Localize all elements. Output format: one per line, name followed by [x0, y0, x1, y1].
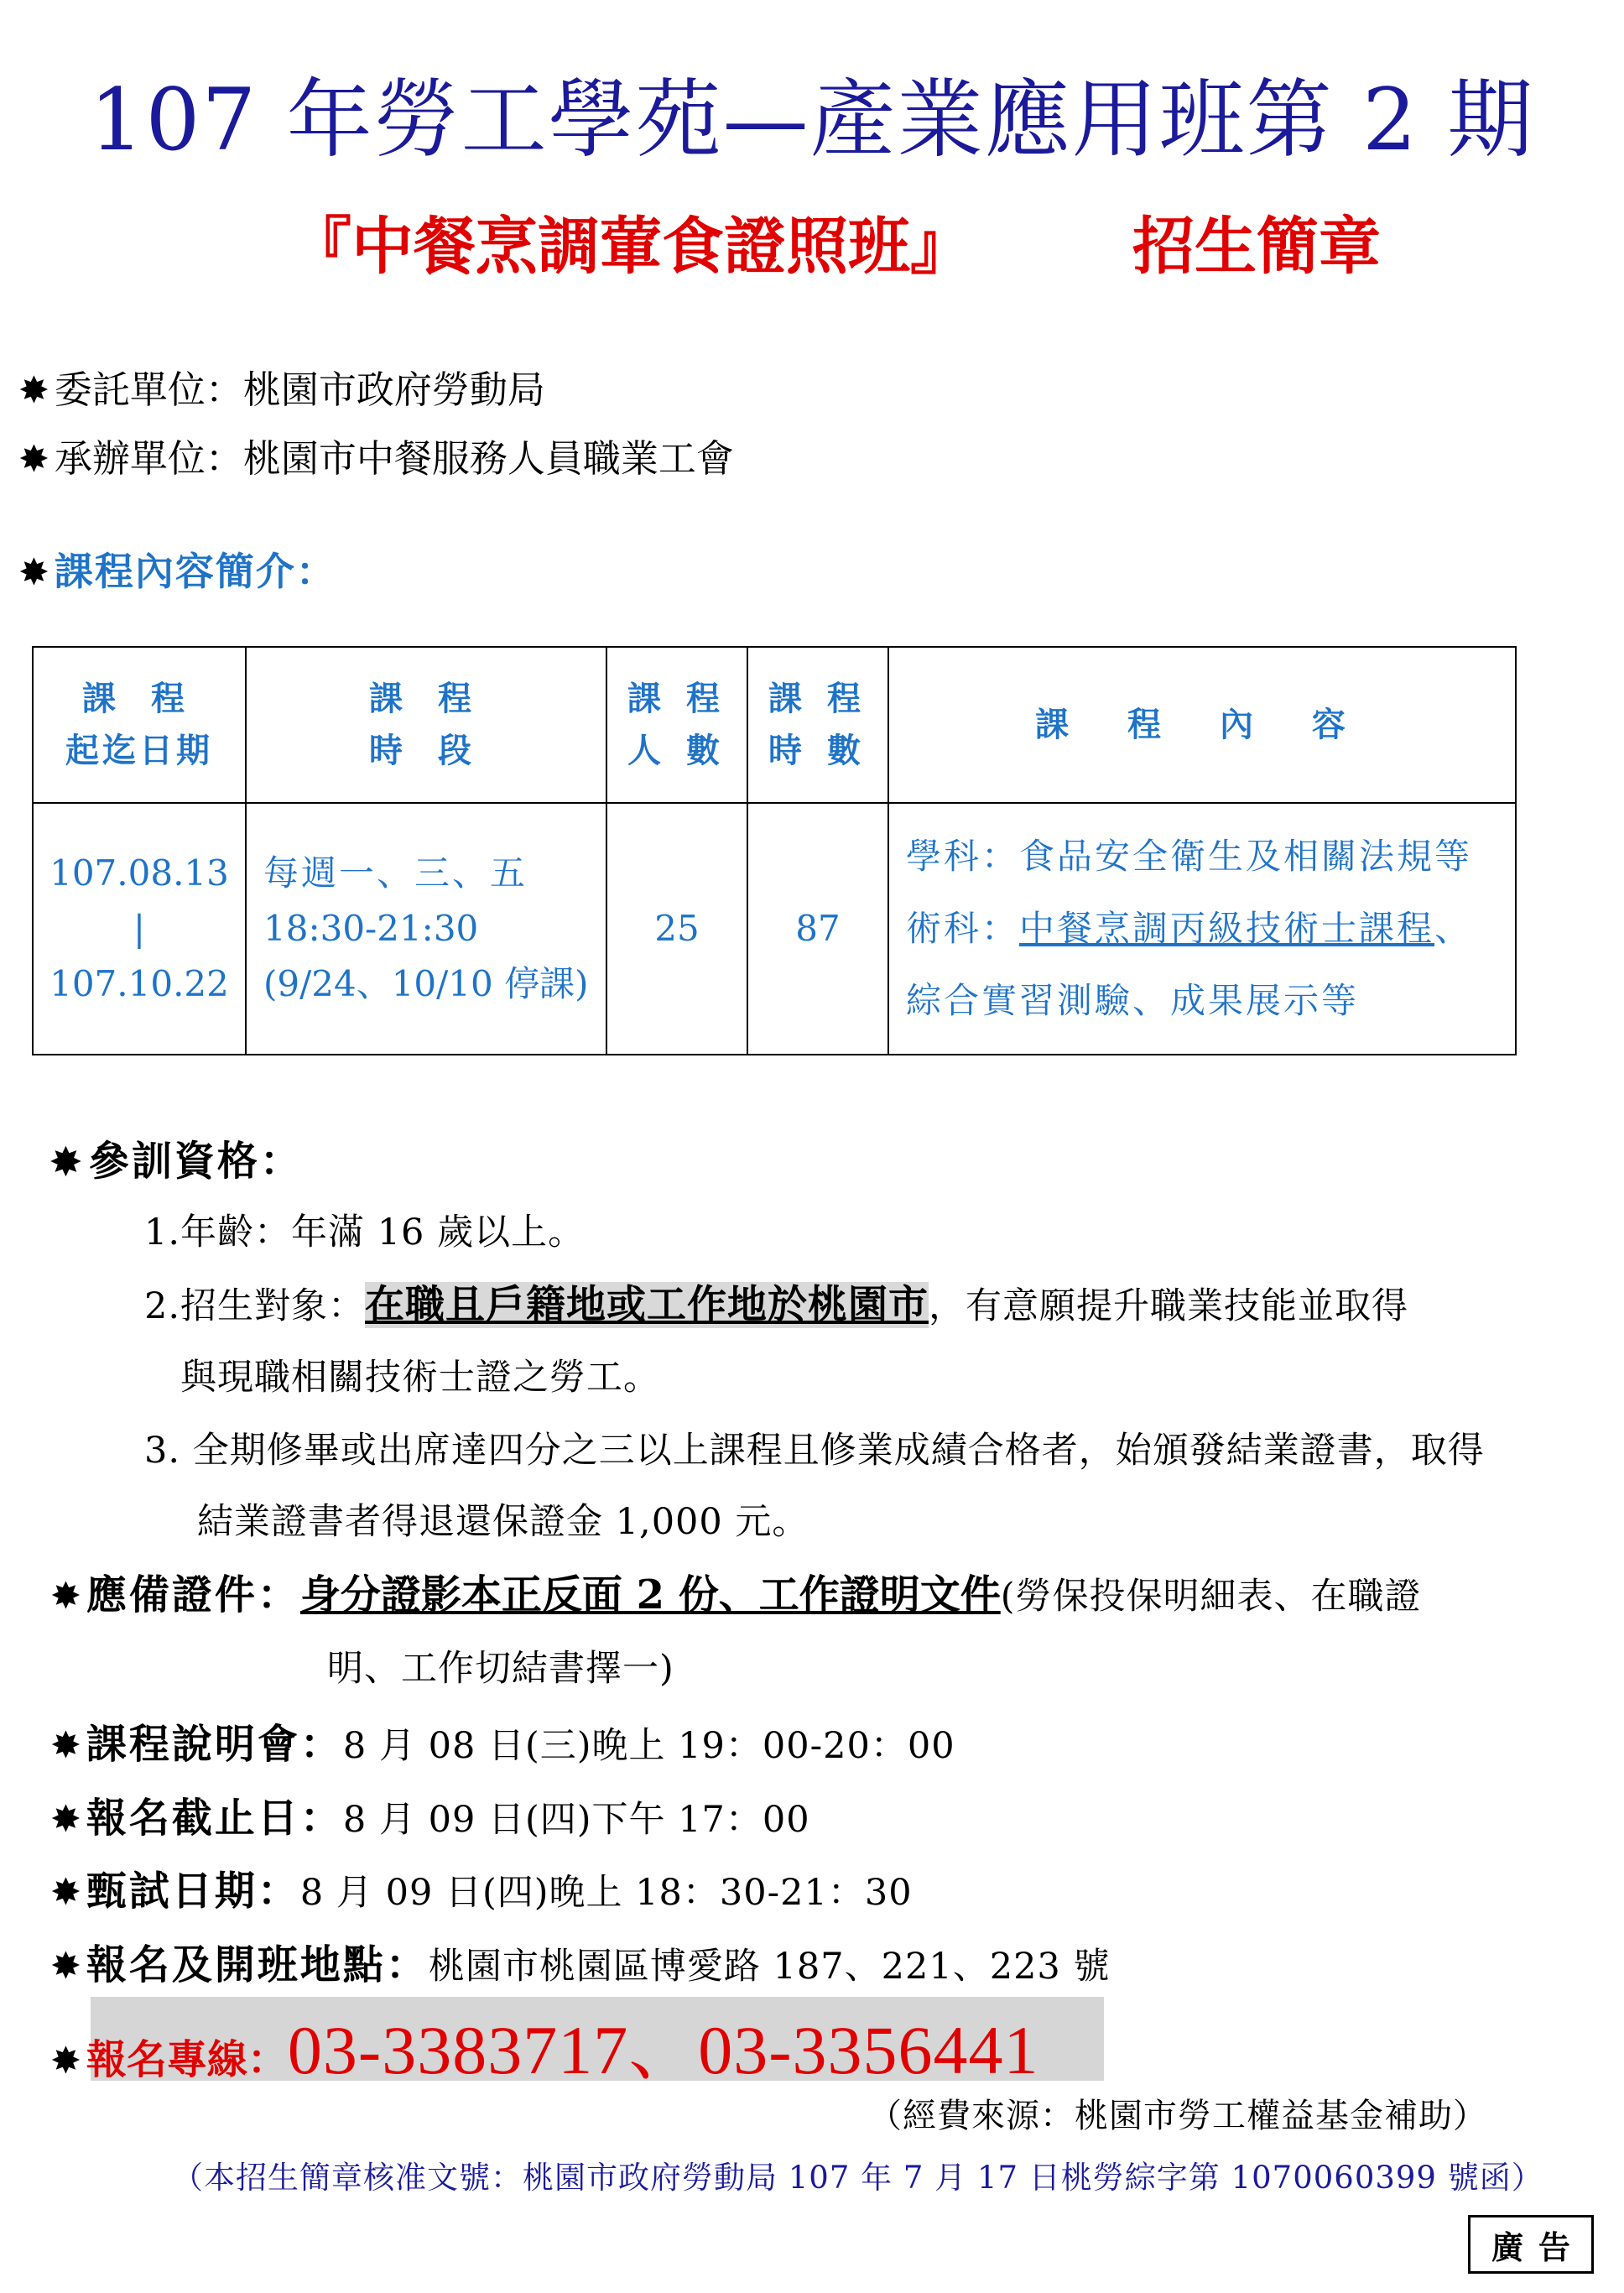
header-hours: 課 程 時 數 [747, 647, 888, 803]
course-table [32, 646, 1517, 1055]
eight-point-star-icon: ✸ [50, 1141, 84, 1184]
eight-point-star-icon: ✸ [50, 1575, 81, 1618]
cell-dates: 107.08.13 | 107.10.22 [33, 803, 246, 1055]
hotline-numbers: 03-3383717、03-3356441 [287, 2012, 1039, 2088]
cell-content: 學科：食品安全衛生及相關法規等 術科：中餐烹調丙級技術士課程、 綜合實習測驗、成果展示等 [888, 803, 1516, 1055]
info-session: ✸ 課程說明會：8 月 08 日(三)晚上 19：00-20：00 [50, 1721, 955, 1768]
table-row [33, 803, 1516, 1055]
header-people: 課 程 人 數 [606, 647, 747, 803]
eight-point-star-icon: ✸ [18, 551, 49, 594]
registration-deadline: ✸ 報名截止日：8 月 09 日(四)下午 17：00 [50, 1795, 810, 1842]
eligibility-target: 2.招生對象：在職且戶籍地或工作地於桃園市，有意願提升職業技能並取得 [144, 1282, 1409, 1328]
eligibility-heading: ✸ 參訓資格： [50, 1138, 303, 1185]
cell-hours: 87 [747, 803, 888, 1055]
organizer-host: ✸ 承辦單位：桃園市中餐服務人員職業工會 [18, 436, 734, 481]
practical-course-link: 中餐烹調丙級技術士課程 [1019, 908, 1435, 949]
documents-cont: 明、工作切結書擇一) [327, 1648, 674, 1690]
header-date: 課 程 起迄日期 [33, 647, 246, 803]
table-header-row [33, 647, 1516, 803]
cell-time: 每週一、三、五 18:30-21:30 (9/24、10/10 停課) [246, 803, 606, 1055]
ad-label: 廣告 [1468, 2215, 1594, 2274]
eight-point-star-icon: ✸ [50, 1945, 81, 1988]
brochure-label: 招生簡章 [1132, 211, 1381, 283]
eight-point-star-icon: ✸ [50, 2040, 81, 2082]
eligibility-age: 1.年齡：年滿 16 歲以上。 [144, 1212, 586, 1253]
funding-note: （經費來源：桃園市勞工權益基金補助） [868, 2097, 1487, 2135]
page-title: 107 年勞工學苑—產業應用班第 2 期 [89, 70, 1535, 170]
eight-point-star-icon: ✸ [50, 1724, 81, 1767]
documents-line: ✸ 應備證件：身分證影本正反面 2 份、工作證明文件(勞保投保明細表、在職證 [50, 1571, 1422, 1618]
header-time: 課 程 時 段 [246, 647, 606, 803]
approval-note: （本招生簡章核准文號：桃園市政府勞動局 107 年 7 月 17 日桃勞綜字第 1070060399 號函） [172, 2160, 1543, 2196]
eligibility-completion-cont: 結業證書者得退還保證金 1,000 元。 [197, 1501, 809, 1543]
eligibility-target-cont: 與現職相關技術士證之勞工。 [180, 1357, 660, 1399]
cell-people: 25 [606, 803, 747, 1055]
exam-date: ✸ 甄試日期：8 月 09 日(四)晚上 18：30-21：30 [50, 1868, 913, 1915]
class-name: 『中餐烹調葷食證照班』 [289, 211, 972, 283]
eight-point-star-icon: ✸ [50, 1871, 81, 1914]
required-documents: 身分證影本正反面 2 份、工作證明文件 [299, 1571, 1001, 1618]
course-intro-heading: ✸ 課程內容簡介： [18, 549, 336, 594]
eight-point-star-icon: ✸ [50, 1798, 81, 1841]
eight-point-star-icon: ✸ [18, 369, 49, 412]
eligibility-completion: 3. 全期修畢或出席達四分之三以上課程且修業成績合格者，始頒發結業證書，取得 [144, 1430, 1485, 1472]
target-highlight: 在職且戶籍地或工作地於桃園市 [365, 1282, 929, 1328]
organizer-commission: ✸ 委託單位：桃園市政府勞動局 [18, 367, 545, 412]
hotline: ✸ 報名專線：03-3383717、03-3356441 [50, 2012, 1039, 2088]
venue: ✸ 報名及開班地點：桃園市桃園區博愛路 187、221、223 號 [50, 1941, 1111, 1988]
header-content: 課 程 內 容 [888, 647, 1516, 803]
eight-point-star-icon: ✸ [18, 438, 49, 481]
